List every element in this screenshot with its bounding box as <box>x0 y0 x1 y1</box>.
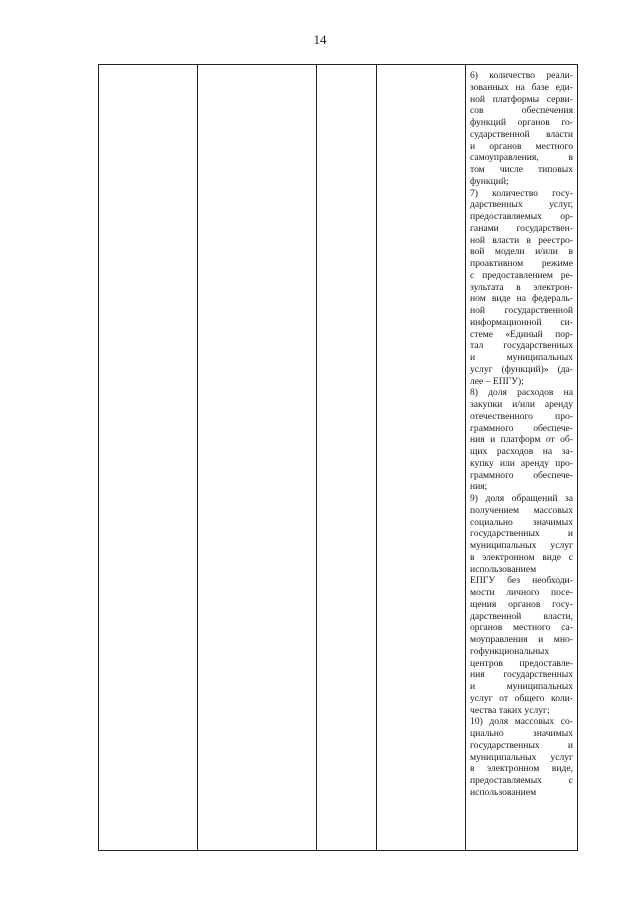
text-line: ной государственной <box>470 305 573 316</box>
indicators-cell <box>470 70 573 799</box>
text-line: дарственных услуг, <box>470 199 573 211</box>
column-divider <box>376 65 377 850</box>
text-line: услуг от общего коли- <box>470 692 573 704</box>
text-line: отечественного про- <box>470 410 573 422</box>
text-line: социально значимых <box>470 516 573 528</box>
text-line: тал государственных <box>470 340 573 352</box>
text-line: 7) количество госу- <box>470 187 573 199</box>
text-line: муниципальных услуг <box>470 751 573 763</box>
text-line: в электронном виде с <box>470 551 573 563</box>
text-line: функций органов го- <box>470 117 573 128</box>
page-number: 14 <box>313 32 327 47</box>
text-line: услуг (функций)» (да- <box>470 363 573 375</box>
text-line: чества таких услуг; <box>470 704 550 716</box>
text-line: гофункциональных <box>470 645 550 657</box>
text-line: функций; <box>470 175 509 187</box>
text-line: информационной си- <box>470 316 573 328</box>
text-line: государственных и <box>470 528 573 540</box>
text-line: ганами государствен- <box>470 222 573 234</box>
column-divider <box>197 65 198 850</box>
text-line: том числе типовых <box>470 164 573 175</box>
text-line: с предоставлением ре- <box>470 269 573 281</box>
text-line: щения органов госу- <box>470 598 573 610</box>
text-line: моуправления и мно- <box>470 634 573 645</box>
text-line: и органов местного <box>470 140 573 152</box>
text-line: граммного обеспече- <box>470 469 573 481</box>
text-line: ния государственных <box>470 669 573 681</box>
text-line: предоставляемых ор- <box>470 211 573 222</box>
text-line: получением массовых <box>470 504 573 516</box>
text-line: стеме «Единый пор- <box>470 328 573 340</box>
text-line: и муниципальных <box>470 681 573 692</box>
text-line: граммного обеспече- <box>470 422 573 434</box>
text-line: ной платформы серви- <box>470 93 573 105</box>
text-line: сударственной власти <box>470 128 573 140</box>
text-line: проактивном режиме <box>470 258 573 269</box>
column-divider <box>465 65 466 850</box>
text-line: предоставляемых с <box>470 775 573 786</box>
text-line: циально значимых <box>470 728 573 739</box>
text-line: муниципальных услуг <box>470 540 573 551</box>
text-line: сов обеспечения <box>470 105 573 117</box>
text-line: самоуправления, в <box>470 152 573 164</box>
text-line: ном виде на федераль- <box>470 293 573 305</box>
text-line: органов местного са- <box>470 622 573 634</box>
text-line: в электронном виде, <box>470 763 573 775</box>
text-line: ной власти в реестро- <box>470 234 573 246</box>
text-line: ния и платформ от об- <box>470 434 573 446</box>
text-line: купку или аренду про- <box>470 457 573 469</box>
text-line: 9) доля обращений за <box>470 493 573 504</box>
text-line: щих расходов на за- <box>470 446 573 457</box>
text-line: закупки и/или аренду <box>470 399 573 410</box>
column-divider <box>316 65 317 850</box>
text-line: зультата в электрон- <box>470 281 573 293</box>
text-line: зованных на базе еди- <box>470 81 573 93</box>
text-line: ния; <box>470 481 488 493</box>
text-line: лее – ЕПГУ); <box>470 375 524 387</box>
document-table <box>98 64 578 851</box>
text-line: ЕПГУ без необходи- <box>470 575 573 587</box>
text-line: центров предоставле- <box>470 657 573 669</box>
text-line: вой модели и/или в <box>470 246 573 258</box>
text-line: 8) доля расходов на <box>470 387 573 399</box>
text-line: мости личного посе- <box>470 587 573 598</box>
text-line: 10) доля массовых со- <box>470 716 573 728</box>
text-line: государственных и <box>470 739 573 751</box>
text-line: дарственной власти, <box>470 610 573 622</box>
text-line: использованием <box>470 563 537 575</box>
text-line: 6) количество реали- <box>470 70 573 81</box>
text-line: и муниципальных <box>470 352 573 363</box>
text-line: использованием <box>470 786 537 798</box>
